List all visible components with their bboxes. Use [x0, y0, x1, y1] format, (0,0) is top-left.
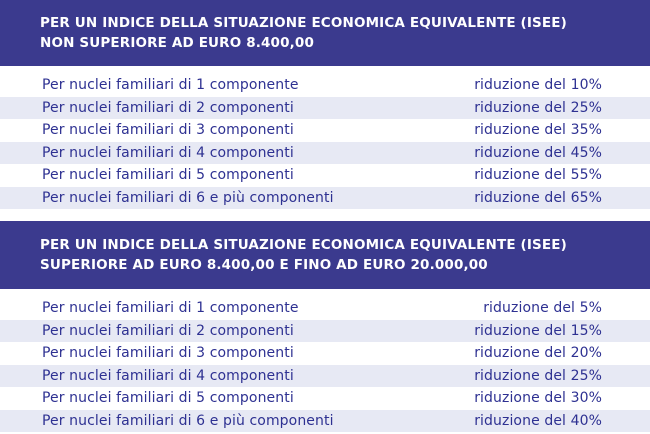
reduction-value: riduzione del 35% [474, 122, 602, 139]
household-size-label: Per nuclei familiari di 1 componente [42, 300, 299, 317]
reduction-value: riduzione del 55% [474, 167, 602, 184]
reduction-value: riduzione del 65% [474, 189, 602, 206]
section-header-line2: NON SUPERIORE AD EURO 8.400,00 [40, 35, 315, 51]
section-header-line1: PER UN INDICE DELLA SITUAZIONE ECONOMICA EQUIVALENTE (ISEE) [40, 15, 567, 31]
table-row [0, 320, 650, 343]
table-row [0, 410, 650, 433]
reduction-value: riduzione del 40% [474, 412, 602, 429]
table-row [0, 342, 650, 365]
section-header-line2: SUPERIORE AD EURO 8.400,00 E FINO AD EURO 20.000,00 [40, 257, 488, 273]
table-row [0, 187, 650, 210]
table-row [0, 74, 650, 97]
household-size-label: Per nuclei familiari di 6 e più componenti [42, 412, 334, 429]
table-row [0, 297, 650, 320]
table-row [0, 387, 650, 410]
table-row [0, 142, 650, 165]
table-row [0, 97, 650, 120]
reduction-list-section-2 [0, 289, 650, 432]
reduction-value: riduzione del 20% [474, 345, 602, 362]
reduction-value: riduzione del 10% [474, 77, 602, 94]
reduction-value: riduzione del 15% [474, 322, 602, 339]
reduction-value: riduzione del 45% [474, 144, 602, 161]
household-size-label: Per nuclei familiari di 4 componenti [42, 144, 294, 161]
section-gap [0, 209, 650, 221]
household-size-label: Per nuclei familiari di 2 componenti [42, 322, 294, 339]
table-row [0, 164, 650, 187]
reduction-value: riduzione del 5% [483, 300, 602, 317]
household-size-label: Per nuclei familiari di 1 componente [42, 77, 299, 94]
section-header-isee-up-to-8400 [0, 0, 650, 66]
reduction-value: riduzione del 30% [474, 390, 602, 407]
table-row [0, 119, 650, 142]
household-size-label: Per nuclei familiari di 5 componenti [42, 390, 294, 407]
household-size-label: Per nuclei familiari di 5 componenti [42, 167, 294, 184]
reduction-list-section-1 [0, 66, 650, 209]
household-size-label: Per nuclei familiari di 6 e più componenti [42, 189, 334, 206]
household-size-label: Per nuclei familiari di 3 componenti [42, 122, 294, 139]
household-size-label: Per nuclei familiari di 3 componenti [42, 345, 294, 362]
table-row [0, 365, 650, 388]
section-header-line1: PER UN INDICE DELLA SITUAZIONE ECONOMICA EQUIVALENTE (ISEE) [40, 237, 567, 253]
reduction-value: riduzione del 25% [474, 99, 602, 116]
section-header-isee-8400-to-20000 [0, 221, 650, 289]
reduction-value: riduzione del 25% [474, 367, 602, 384]
household-size-label: Per nuclei familiari di 2 componenti [42, 99, 294, 116]
household-size-label: Per nuclei familiari di 4 componenti [42, 367, 294, 384]
